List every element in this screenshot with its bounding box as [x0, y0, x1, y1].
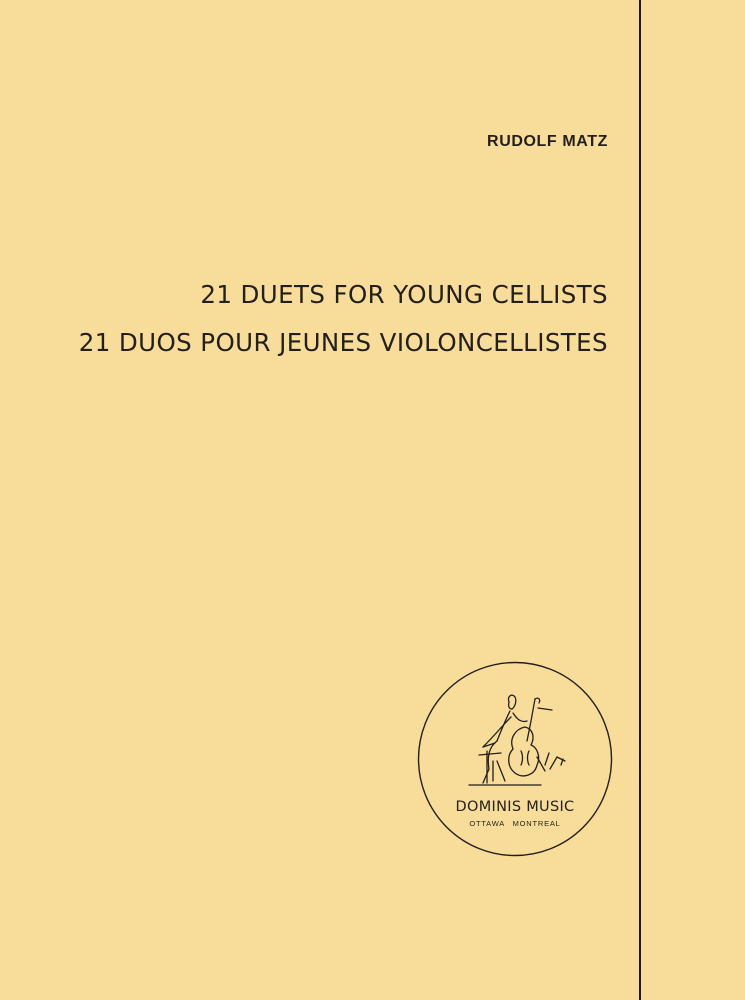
publisher-cities: OTTAWA MONTREAL [469, 819, 561, 828]
title-english: 21 DUETS FOR YOUNG CELLISTS [200, 280, 608, 309]
title-french: 21 DUOS POUR JEUNES VIOLONCELLISTES [78, 328, 608, 357]
publisher-seal [417, 661, 613, 857]
author-name: RUDOLF MATZ [487, 133, 608, 150]
publisher-name: DOMINIS MUSIC [455, 799, 575, 815]
spine-line [639, 0, 641, 1000]
